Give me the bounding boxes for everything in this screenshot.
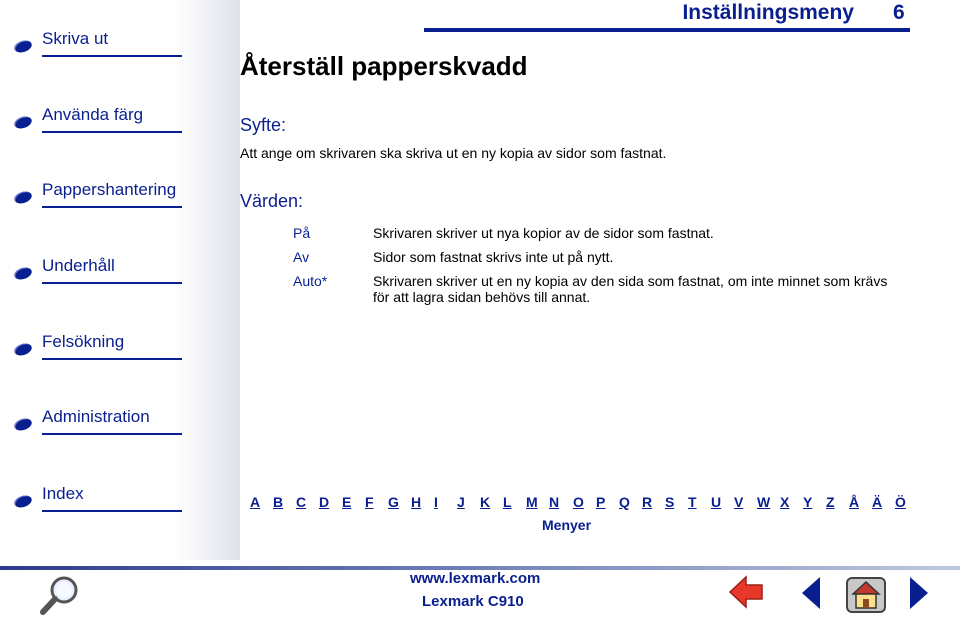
index-letter-link[interactable]: L (503, 494, 512, 510)
sidebar (0, 0, 240, 560)
product-name: Lexmark C910 (422, 593, 524, 610)
index-letter-link[interactable]: C (296, 494, 307, 510)
home-icon[interactable] (845, 574, 889, 619)
bullet-icon (13, 189, 34, 205)
section-title: Inställningsmeny (682, 1, 854, 24)
divider (42, 206, 182, 208)
index-letter-link[interactable]: B (273, 494, 284, 510)
index-letter-link[interactable]: Q (619, 494, 630, 510)
index-letter-link[interactable]: F (365, 494, 374, 510)
sidebar-item-paper-handling[interactable] (14, 180, 182, 210)
divider (42, 433, 182, 435)
values-heading: Värden: (240, 191, 304, 211)
sidebar-item-label: Skriva ut (42, 29, 109, 48)
index-letter-link[interactable]: T (688, 494, 697, 510)
index-letter-link[interactable]: A (250, 494, 261, 510)
index-letter-link[interactable]: H (411, 494, 422, 510)
value-description: Skrivaren skriver ut nya kopior av de sidor som fastnat. (373, 225, 714, 241)
index-letter-link[interactable]: Ä (872, 494, 883, 510)
bullet-icon (13, 493, 34, 509)
sidebar-item-print[interactable] (14, 29, 182, 59)
menus-link[interactable]: Menyer (542, 517, 592, 533)
sidebar-item-troubleshooting[interactable] (14, 332, 182, 362)
sidebar-item-label: Pappershantering (42, 180, 177, 199)
index-letter-link[interactable]: W (757, 494, 771, 510)
bullet-icon (13, 265, 34, 281)
sidebar-item-label: Underhåll (42, 256, 115, 275)
page-number: 6 (893, 1, 905, 24)
bullet-icon (13, 341, 34, 357)
index-letter-link[interactable]: K (480, 494, 491, 510)
index-letter-link[interactable]: I (434, 494, 438, 510)
header-divider (424, 28, 910, 32)
previous-page-icon[interactable] (800, 575, 822, 616)
index-letter-link[interactable]: R (642, 494, 653, 510)
index-letter-link[interactable]: U (711, 494, 722, 510)
alphabet-index (250, 494, 910, 514)
sidebar-item-maintenance[interactable] (14, 256, 182, 286)
index-letter-link[interactable]: J (457, 494, 465, 510)
divider (42, 282, 182, 284)
index-letter-link[interactable]: X (780, 494, 790, 510)
divider (42, 358, 182, 360)
bullet-icon (13, 114, 34, 130)
divider (42, 55, 182, 57)
purpose-text: Att ange om skrivaren ska skriva ut en ny kopia av sidor som fastnat. (240, 145, 667, 161)
website-link[interactable]: www.lexmark.com (410, 570, 541, 587)
value-description: Skrivaren skriver ut en ny kopia av den sida som fastnat, om inte minnet som krävs för att lagra sidan behövs till annat. (373, 273, 888, 305)
value-key: Auto* (293, 273, 328, 289)
index-letter-link[interactable]: E (342, 494, 352, 510)
value-key: På (293, 225, 311, 241)
index-letter-link[interactable]: O (573, 494, 584, 510)
value-key: Av (293, 249, 310, 265)
search-icon[interactable] (38, 574, 82, 616)
index-letter-link[interactable]: Y (803, 494, 813, 510)
footer (0, 566, 960, 618)
sidebar-item-label: Index (42, 484, 84, 503)
sidebar-item-administration[interactable] (14, 407, 182, 437)
index-letter-link[interactable]: V (734, 494, 744, 510)
index-letter-link[interactable]: Ö (895, 494, 906, 510)
sidebar-item-label: Felsökning (42, 332, 125, 351)
index-letter-link[interactable]: G (388, 494, 399, 510)
next-page-icon[interactable] (908, 575, 930, 616)
purpose-heading: Syfte: (240, 115, 287, 135)
page-title: Återställ papperskvadd (240, 51, 528, 81)
back-arrow-icon[interactable] (728, 574, 764, 615)
sidebar-item-label: Administration (42, 407, 150, 426)
divider (42, 510, 182, 512)
index-letter-link[interactable]: M (526, 494, 538, 510)
sidebar-item-label: Använda färg (42, 105, 144, 124)
index-letter-link[interactable]: N (549, 494, 560, 510)
index-letter-link[interactable]: P (596, 494, 606, 510)
divider (42, 131, 182, 133)
sidebar-item-index[interactable] (14, 484, 182, 514)
index-letter-link[interactable]: Z (826, 494, 835, 510)
sidebar-item-color[interactable] (14, 105, 182, 135)
bullet-icon (13, 416, 34, 432)
bullet-icon (13, 38, 34, 54)
index-letter-link[interactable]: D (319, 494, 330, 510)
index-letter-link[interactable]: Å (849, 494, 860, 510)
value-description: Sidor som fastnat skrivs inte ut på nytt. (373, 249, 614, 265)
index-letter-link[interactable]: S (665, 494, 675, 510)
